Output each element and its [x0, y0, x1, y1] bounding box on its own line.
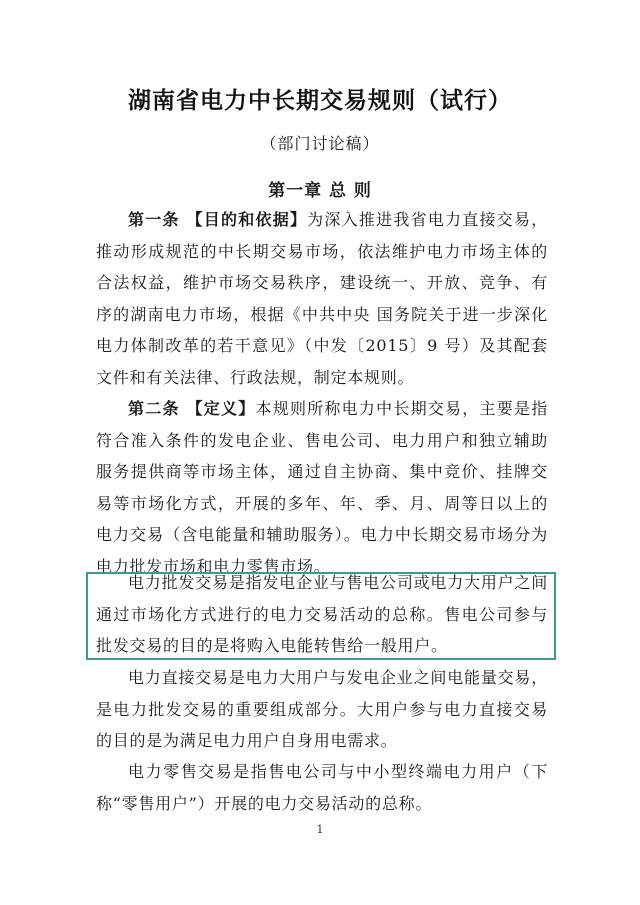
- article-2-paragraph: [96, 393, 548, 583]
- wholesale-trading-paragraph: 电力批发交易是指发电企业与售电公司或电力大用户之间通过市场化方式进行的电力交易活动的总称。售电公司参与批发交易的目的是将购入电能转售给一般用户。: [96, 573, 548, 656]
- page-number: 1: [316, 823, 324, 836]
- retail-trading-paragraph: 电力零售交易是指售电公司与中小型终端电力用户（下称“零售用户”）开展的电力交易活动的总称。: [96, 762, 548, 813]
- article-2-body: 本规则所称电力中长期交易，主要是指符合准入条件的发电企业、售电公司、电力用户和独立辅助服务提供商等市场主体，通过自主协商、集中竞价、挂牌交易等市场化方式，开展的多年、年、季、月、周等日以上的电力交易（含电能量和辅助服务）。电力中长期交易市场分为电力批发市场和电力零售市场。: [96, 399, 548, 576]
- article-1-body: 为深入推进我省电力直接交易，推动形成规范的中长期交易市场，依法维护电力市场主体的合法权益，维护市场交易秩序，建设统一、开放、竞争、有序的湖南电力市场，根据《中共中央 国务院关于进一步深化电力体制改革的若干意见》（中发〔2015〕9 号）及其配套文件和有关法律、行政法规，制定本规则。: [96, 210, 548, 387]
- chapter-heading: 第一章 总 则: [268, 181, 372, 201]
- article-1-heading: 第一条 【目的和依据】: [128, 210, 308, 229]
- document-subtitle: （部门讨论稿）: [260, 134, 380, 153]
- document-title: 湖南省电力中长期交易规则（试行）: [128, 88, 512, 114]
- article-2-heading: 第二条 【定义】: [128, 399, 256, 418]
- article-1-paragraph: [96, 204, 548, 394]
- direct-trading-paragraph: 电力直接交易是电力大用户与发电企业之间电能量交易，是电力批发交易的重要组成部分。大用户参与电力直接交易的目的是为满足电力用户自身用电需求。: [96, 668, 548, 751]
